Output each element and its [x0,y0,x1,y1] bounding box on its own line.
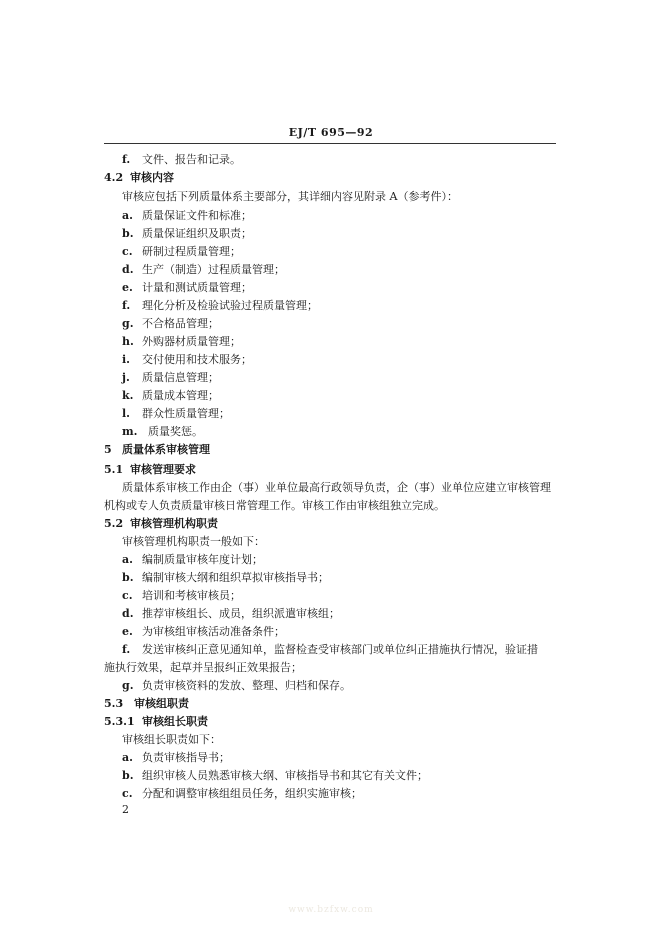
list-item [122,389,219,403]
list-text: 交付使用和技术服务； [142,353,252,366]
paragraph: 审核管理机构职责一般如下： [122,535,265,548]
list-text: 为审核组审核活动准备条件； [142,625,285,638]
section-heading-5-1 [104,463,196,477]
list-marker: g. [122,679,134,692]
list-text: 编制审核大纲和组织草拟审核指导书； [142,571,329,584]
list-item [122,335,241,349]
list-marker: d. [122,263,134,276]
list-text: 外购器材质量管理； [142,335,241,348]
section-heading-5-3-1 [104,715,208,729]
list-marker: b. [122,571,134,584]
list-marker: f. [122,643,131,656]
section-number: 5.2 [104,517,124,530]
list-marker: m. [122,425,138,438]
list-text: 不合格品管理； [142,317,219,330]
page-number: 2 [122,803,129,816]
section-title: 审核组长职责 [142,715,208,728]
header-rule [104,143,556,144]
list-marker: f. [122,299,131,312]
list-marker: l. [122,407,131,420]
list-marker: c. [122,787,133,800]
list-item [122,571,329,585]
list-text: 发送审核纠正意见通知单，监督检查受审核部门或单位纠正措施执行情况，验证措 [142,643,538,656]
list-item [122,263,285,277]
list-text: 质量保证文件和标准； [142,209,252,222]
list-marker: k. [122,389,134,402]
list-text: 推荐审核组长、成员，组织派遣审核组； [142,607,340,620]
paragraph: 机构或专人负责质量审核日常管理工作。审核工作由审核组独立完成。 [104,499,445,512]
list-item [122,589,241,603]
list-marker: a. [122,751,133,764]
list-text: 理化分析及检验试验过程质量管理； [142,299,318,312]
list-marker: e. [122,281,133,294]
list-item [122,245,241,259]
list-marker: b. [122,227,134,240]
section-heading-4-2 [104,171,174,185]
list-item [122,281,252,295]
section-number: 5.1 [104,463,124,476]
list-text: 质量奖惩。 [148,425,203,438]
list-item [122,227,252,241]
list-text: 编制质量审核年度计划； [142,553,263,566]
list-text: 计量和测试质量管理； [142,281,252,294]
paragraph: 审核组长职责如下： [122,733,221,746]
section-heading-5-2 [104,517,218,531]
list-item [122,299,318,313]
list-text: 负责审核资料的发放、整理、归档和保存。 [142,679,351,692]
list-marker: j. [122,371,130,384]
list-item [122,153,241,167]
list-text: 组织审核人员熟悉审核大纲、审核指导书和其它有关文件； [142,769,428,782]
section-number: 5.3 [104,697,124,710]
list-item [122,607,340,621]
watermark: www.bzfxw.com [288,905,374,915]
list-marker: e. [122,625,133,638]
list-text: 培训和考核审核员； [142,589,241,602]
list-marker: c. [122,245,133,258]
list-item [122,553,263,567]
document-header-code: EJ/T 695—92 [288,126,374,139]
list-item [122,371,219,385]
list-item [122,407,230,421]
section-heading-5 [104,443,210,457]
section-title: 审核组职责 [134,697,189,710]
section-title: 质量体系审核管理 [122,443,210,456]
list-text: 质量信息管理； [142,371,219,384]
list-marker: i. [122,353,131,366]
list-item [122,643,538,657]
list-text: 文件、报告和记录。 [142,153,241,166]
list-marker: d. [122,607,134,620]
list-text: 分配和调整审核组组员任务，组织实施审核； [142,787,362,800]
list-item [122,751,230,765]
list-text: 质量保证组织及职责； [142,227,252,240]
section-title: 审核管理要求 [130,463,196,476]
list-item [122,769,428,783]
section-number: 4.2 [104,171,124,184]
list-item [122,353,252,367]
list-text: 负责审核指导书； [142,751,230,764]
list-marker: c. [122,589,133,602]
list-marker: h. [122,335,134,348]
section-title: 审核内容 [130,171,174,184]
list-marker: g. [122,317,134,330]
section-title: 审核管理机构职责 [130,517,218,530]
list-item [122,425,203,439]
section-number: 5 [104,443,112,456]
list-marker: f. [122,153,131,166]
list-text: 研制过程质量管理； [142,245,241,258]
list-item [122,787,362,801]
list-text: 质量成本管理； [142,389,219,402]
list-item-continuation: 施执行效果，起草并呈报纠正效果报告； [104,661,302,674]
list-item [122,317,219,331]
list-marker: b. [122,769,134,782]
section-number: 5.3.1 [104,715,135,728]
list-text: 群众性质量管理； [142,407,230,420]
list-marker: a. [122,553,133,566]
list-item [122,209,252,223]
section-heading-5-3 [104,697,189,711]
list-text: 生产（制造）过程质量管理； [142,263,285,276]
list-item [122,679,351,693]
list-marker: a. [122,209,133,222]
list-item [122,625,285,639]
paragraph: 质量体系审核工作由企（事）业单位最高行政领导负责，企（事）业单位应建立审核管理 [122,481,551,494]
paragraph: 审核应包括下列质量体系主要部分，其详细内容见附录 A（参考件）： [122,190,458,203]
